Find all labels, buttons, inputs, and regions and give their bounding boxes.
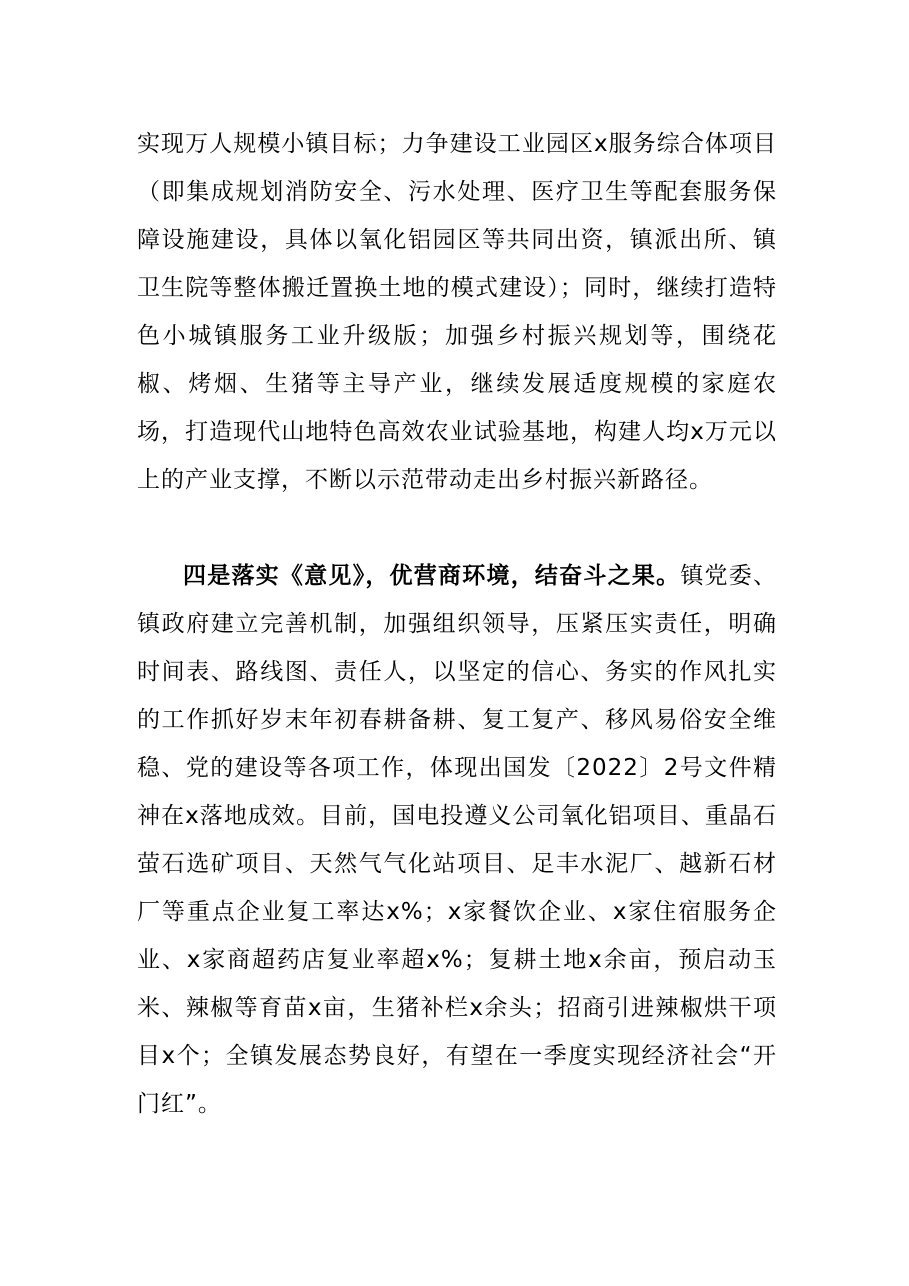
paragraph-body: 实现万人规模小镇目标；力争建设工业园区x服务综合体项目（即集成规划消防安全、污水处理、医疗卫生等配套服务保障设施建设，具体以氧化铝园区等共同出资，镇派出所、镇卫生院等整体搬迁置换土地的模式建设）；同时，继续打造特色小城镇服务工业升级版；加强乡村振兴规划等，围绕花椒、烤烟、生猪等主导产业，继续发展适度规模的家庭农场，打造现代山地特色高效农业试验基地，构建人均x万元以上的产业支撑，不断以示范带动走出乡村振兴新路径。: [137, 131, 777, 493]
paragraph-body: 镇党委、镇政府建立完善机制，加强组织领导，压紧压实责任，明确时间表、路线图、责任人，以坚定的信心、务实的作风扎实的工作抓好岁末年初春耕备耕、复工复产、移风易俗安全维稳、党的建设等各项工作，体现出国发〔2022〕2号文件精神在x落地成效。目前，国电投遵义公司氧化铝项目、重晶石萤石选矿项目、天然气气化站项目、足丰水泥厂、越新石材厂等重点企业复工率达x%；x家餐饮企业、x家住宿服务企业、x家商超药店复业率超x%；复耕土地x余亩，预启动玉米、辣椒等育苗x亩，生猪补栏x余头；招商引进辣椒烘干项目x个；全镇发展态势良好，有望在一季度实现经济社会“开门红”。: [137, 563, 778, 1117]
paragraph-business-environment: [137, 552, 777, 1128]
paragraph-lead-heading: 四是落实《意见》，优营商环境，结奋斗之果。: [183, 563, 681, 589]
paragraph-rural-development: [137, 120, 777, 504]
